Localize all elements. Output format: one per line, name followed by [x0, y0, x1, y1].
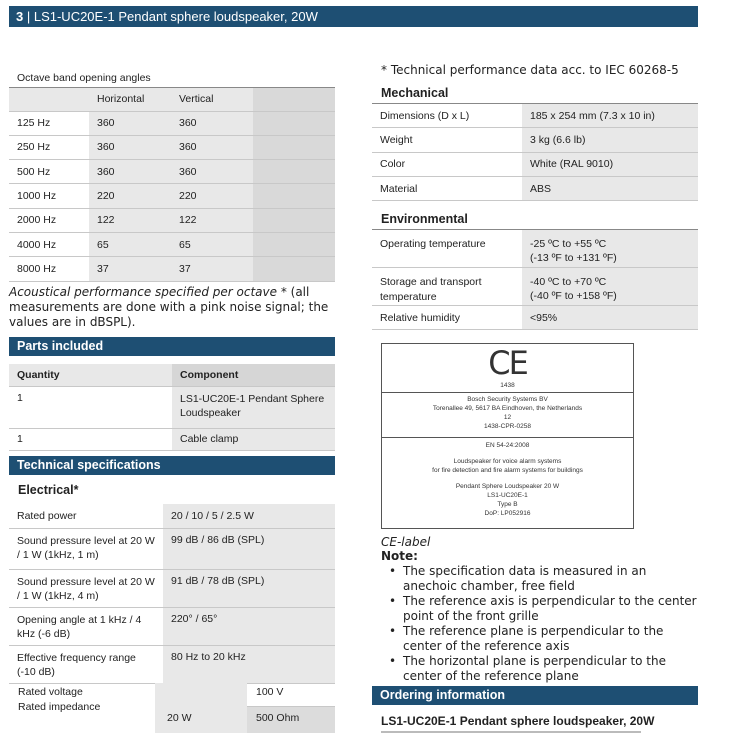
- octave-table-section: [9, 63, 335, 330]
- rated-power-value: 20 W: [167, 712, 192, 724]
- spec-label: Effective frequency range (-10 dB): [9, 645, 163, 683]
- octave-horizontal: 65: [89, 232, 171, 256]
- note-item: • The reference axis is perpendicular to the center point of the front grille: [381, 594, 699, 624]
- spec-label: Rated power: [9, 504, 163, 528]
- rated-labels: [9, 683, 155, 733]
- header-separator: |: [23, 9, 34, 24]
- parts-component: Cable clamp: [172, 428, 335, 450]
- note-item: • The specification data is measured in an anechoic chamber, free field: [381, 564, 699, 594]
- mechanical-row: [372, 176, 698, 200]
- octave-horizontal: 122: [89, 208, 171, 232]
- ce-line: 1438-CPR-0258: [484, 423, 531, 430]
- mechanical-row: [372, 152, 698, 176]
- octave-row: [9, 208, 335, 232]
- spec-value: 91 dB / 78 dB (SPL): [163, 569, 335, 607]
- storage-label-line2: temperature: [380, 291, 437, 303]
- octave-row: [9, 135, 335, 159]
- octave-caption: [9, 285, 329, 330]
- ce-line: Type B: [497, 501, 518, 508]
- octave-table: [9, 63, 335, 282]
- mechanical-heading: Mechanical: [381, 86, 449, 100]
- environmental-heading: Environmental: [381, 212, 468, 226]
- ordering-information-header: Ordering information: [372, 686, 698, 705]
- spec-value: 80 Hz to 20 kHz: [163, 645, 335, 683]
- note-item: • The reference plane is perpendicular to the center of the reference axis: [381, 624, 699, 654]
- parts-table: [9, 364, 335, 451]
- octave-caption-text: (all measurements are done with a pink noise signal; the values are in dBSPL).: [9, 284, 329, 329]
- octave-frequency: 1000 Hz: [9, 184, 89, 208]
- ce-standard: EN 54-24:2008: [485, 442, 530, 449]
- parts-qty: 1: [9, 386, 172, 428]
- spec-value: 20 / 10 / 5 / 2.5 W: [163, 504, 335, 528]
- octave-horizontal: 360: [89, 160, 171, 184]
- spec-value: White (RAL 9010): [522, 152, 698, 176]
- parts-component: LS1-UC20E-1 Pendant Sphere Loudspeaker: [172, 386, 335, 428]
- electrical-heading: Electrical*: [18, 483, 79, 497]
- ce-code: 1438: [500, 382, 515, 389]
- page-number: 3: [16, 9, 24, 24]
- storage-temp-fahrenheit: (-40 ºF to +158 ºF): [530, 290, 617, 302]
- octave-vertical: 37: [171, 257, 253, 281]
- parts-included-header: Parts included: [9, 337, 335, 356]
- octave-vertical: 65: [171, 232, 253, 256]
- octave-caption-italic: Acoustical performance specified per octave *: [9, 284, 287, 299]
- spec-value: 220° / 65°: [163, 607, 335, 645]
- octave-frequency: 2000 Hz: [9, 208, 89, 232]
- op-temp-fahrenheit: (-13 ºF to +131 ºF): [530, 252, 617, 264]
- ce-product: [382, 475, 633, 518]
- spec-label: Color: [372, 152, 522, 176]
- ce-line: Loudspeaker for voice alarm systems: [453, 458, 562, 465]
- notes-section: [381, 549, 699, 684]
- spec-label: Operating temperature: [372, 230, 522, 268]
- spec-label: Weight: [372, 128, 522, 152]
- notes-title: Note:: [381, 549, 418, 563]
- rated-voltage-label: Rated voltage: [18, 686, 83, 698]
- mechanical-row: [372, 104, 698, 128]
- octave-row: [9, 232, 335, 256]
- rated-power-cell: [155, 683, 247, 733]
- octave-table-title: Octave band opening angles: [9, 63, 335, 87]
- spec-label: Relative humidity: [372, 306, 522, 330]
- rated-impedance-value: 500 Ohm: [247, 707, 335, 733]
- octave-row: [9, 111, 335, 135]
- environmental-table: [372, 229, 698, 330]
- spec-value: <95%: [522, 306, 698, 330]
- col-horizontal: Horizontal: [89, 87, 171, 111]
- spec-label: Sound pressure level at 20 W / 1 W (1kHz, 1 m): [9, 528, 163, 569]
- octave-frequency: 500 Hz: [9, 160, 89, 184]
- ordering-product-title: LS1-UC20E-1 Pendant sphere loudspeaker, 20W: [381, 714, 655, 728]
- footnote: * Technical performance data acc. to IEC 60268-5: [381, 63, 679, 77]
- octave-row: [9, 184, 335, 208]
- op-temp-celsius: -25 ºC to +55 ºC: [530, 238, 607, 250]
- spec-label: Sound pressure level at 20 W / 1 W (1kHz, 4 m): [9, 569, 163, 607]
- ce-line: Torenallee 49, 5617 BA Eindhoven, the Netherlands: [432, 405, 583, 412]
- spec-value: [522, 230, 698, 268]
- ce-line: 12: [503, 414, 512, 421]
- ce-line: for fire detection and fire alarm systems for buildings: [432, 467, 583, 474]
- col-quantity: Quantity: [9, 364, 172, 386]
- octave-vertical: 360: [171, 160, 253, 184]
- ce-line: DoP: LP052916: [484, 510, 531, 517]
- octave-horizontal: 220: [89, 184, 171, 208]
- spec-label: [372, 268, 522, 306]
- col-vertical: Vertical: [171, 87, 253, 111]
- page-title: LS1-UC20E-1 Pendant sphere loudspeaker, 20W: [33, 9, 318, 24]
- ce-caption: CE-label: [381, 535, 431, 549]
- ce-line: LS1-UC20E-1: [487, 492, 528, 499]
- octave-vertical: 122: [171, 208, 253, 232]
- technical-specifications-header: Technical specifications: [9, 456, 335, 475]
- ce-label-box: [381, 343, 634, 529]
- spec-label: Dimensions (D x L): [372, 104, 522, 128]
- octave-horizontal: 360: [89, 111, 171, 135]
- octave-vertical: 360: [171, 135, 253, 159]
- octave-vertical: 220: [171, 184, 253, 208]
- ce-line: Pendant Sphere Loudspeaker 20 W: [455, 483, 560, 490]
- octave-frequency: 250 Hz: [9, 135, 89, 159]
- page-header: [9, 6, 698, 27]
- spec-label: Opening angle at 1 kHz / 4 kHz (-6 dB): [9, 607, 163, 645]
- mechanical-table: [372, 103, 698, 201]
- spec-value: 3 kg (6.6 lb): [522, 128, 698, 152]
- spec-label: Material: [372, 176, 522, 200]
- octave-frequency: 125 Hz: [9, 111, 89, 135]
- ce-mark-block: [382, 344, 633, 393]
- spec-value: 185 x 254 mm (7.3 x 10 in): [522, 104, 698, 128]
- spec-value: [522, 268, 698, 306]
- octave-frequency: 4000 Hz: [9, 232, 89, 256]
- octave-horizontal: 360: [89, 135, 171, 159]
- octave-row: [9, 160, 335, 184]
- spec-value: ABS: [522, 176, 698, 200]
- rated-impedance-label: Rated impedance: [18, 701, 101, 713]
- ce-description: [382, 450, 633, 475]
- spec-value: 99 dB / 86 dB (SPL): [163, 528, 335, 569]
- octave-horizontal: 37: [89, 257, 171, 281]
- storage-label-line1: Storage and transport: [380, 276, 482, 288]
- ce-line: Bosch Security Systems BV: [467, 396, 548, 403]
- octave-frequency: 8000 Hz: [9, 257, 89, 281]
- note-item: • The horizontal plane is perpendicular to the center of the reference plane: [381, 654, 699, 684]
- parts-qty: 1: [9, 428, 172, 450]
- rated-voltage-value: 100 V: [247, 683, 335, 707]
- col-component: Component: [172, 364, 335, 386]
- ce-manufacturer-block: [382, 393, 633, 438]
- octave-vertical: 360: [171, 111, 253, 135]
- electrical-table: [9, 504, 335, 684]
- storage-temp-celsius: -40 ºC to +70 ºC: [530, 276, 607, 288]
- octave-row: [9, 257, 335, 281]
- mechanical-row: [372, 128, 698, 152]
- notes-list: [381, 564, 699, 684]
- ce-mark: CE: [488, 344, 527, 382]
